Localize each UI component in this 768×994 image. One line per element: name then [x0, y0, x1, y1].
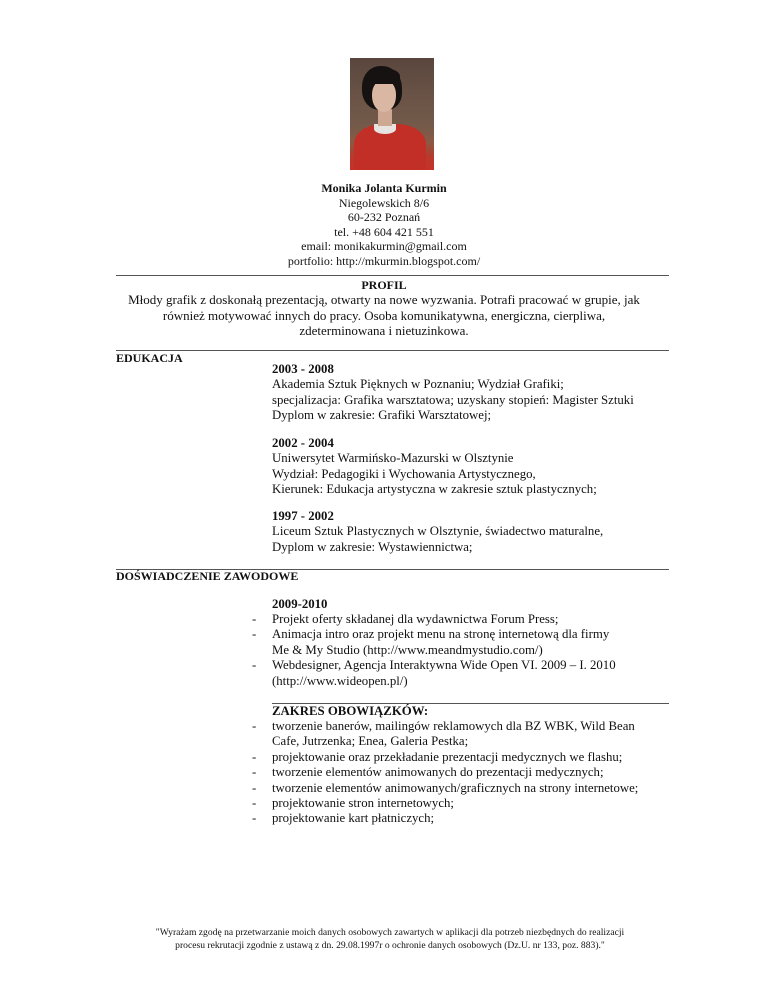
- bullet-dash: -: [252, 719, 257, 733]
- list-item-text: projektowanie oraz przekładanie prezentacji medycznych we flashu;: [272, 749, 623, 764]
- person-name: Monika Jolanta Kurmin: [321, 181, 447, 195]
- education-line: Dyplom w zakresie: Wystawiennictwa;: [272, 539, 473, 554]
- bullet-dash: -: [252, 765, 257, 780]
- education-line: Kierunek: Edukacja artystyczna w zakresie sztuk plastycznych;: [272, 482, 597, 497]
- list-item: [252, 781, 682, 796]
- divider: [116, 275, 669, 276]
- experience-list: [252, 612, 682, 689]
- profile-title: PROFIL: [361, 278, 407, 292]
- list-item: [252, 658, 682, 689]
- education-entry: [272, 509, 672, 555]
- list-item: [252, 796, 682, 811]
- duties-list: [252, 719, 682, 827]
- education-line: Wydział: Pedagogiki i Wychowania Artystycznego,: [272, 466, 536, 481]
- experience-years-label: 2009-2010: [272, 597, 328, 611]
- list-item: [252, 765, 682, 780]
- list-item-text: tworzenie banerów, mailingów reklamowych dla BZ WBK, Wild Bean: [272, 719, 635, 733]
- list-item: [252, 750, 682, 765]
- list-item-text: tworzenie elementów animowanych/graficznych na strony internetowe;: [272, 780, 639, 795]
- address-street: Niegolewskich 8/6: [338, 195, 430, 210]
- list-item-text: projektowanie kart płatniczych;: [272, 811, 435, 826]
- education-years: 2003 - 2008: [272, 362, 334, 376]
- education-entry: [272, 362, 672, 424]
- divider: [116, 350, 669, 351]
- list-item: [252, 627, 682, 658]
- education-line: Liceum Sztuk Plastycznych w Olsztynie, świadectwo maturalne,: [272, 524, 604, 539]
- consent-line: "Wyrażam zgodę na przetwarzanie moich danych osobowych zawartych w aplikacji dla potrzeb niezbędnych do realizacji: [155, 927, 625, 938]
- contact-block: [100, 181, 668, 269]
- list-item-text: (http://www.wideopen.pl/): [272, 673, 408, 688]
- list-item-text: Me & My Studio (http://www.meandmystudio.com/): [272, 642, 543, 657]
- list-item-text: tworzenie elementów animowanych do prezentacji medycznych;: [272, 765, 604, 780]
- list-item-text: projektowanie stron internetowych;: [272, 796, 454, 811]
- education-line: specjalizacja: Grafika warsztatowa; uzyskany stopień: Magister Sztuki: [272, 392, 634, 407]
- list-item-text: Animacja intro oraz projekt menu na stronę internetową dla firmy: [272, 627, 610, 642]
- portfolio-link[interactable]: portfolio: http://mkurmin.blogspot.com/: [287, 253, 481, 268]
- education-line: Akademia Sztuk Pięknych w Poznaniu; Wydział Grafiki;: [272, 377, 564, 392]
- list-item-text: Cafe, Jutrzenka; Enea, Galeria Pestka;: [272, 734, 469, 749]
- profile-line: zdeterminowana i nietuzinkowa.: [299, 323, 469, 338]
- list-item-text: Projekt oferty składanej dla wydawnictwa Forum Press;: [272, 612, 559, 626]
- education-line: Uniwersytet Warmińsko-Mazurski w Olsztynie: [272, 451, 514, 466]
- list-item-text: Webdesigner, Agencja Interaktywna Wide Open VI. 2009 – I. 2010: [272, 658, 616, 673]
- education-years: 2002 - 2004: [272, 436, 334, 450]
- bullet-dash: -: [252, 811, 257, 826]
- profile-text: [100, 292, 668, 339]
- list-item: [252, 612, 682, 627]
- experience-years: [272, 597, 672, 612]
- education-years: 1997 - 2002: [272, 509, 334, 523]
- education-entry: [272, 436, 672, 498]
- duties-title: ZAKRES OBOWIĄZKÓW:: [272, 704, 429, 718]
- phone: tel. +48 604 421 551: [334, 224, 434, 239]
- bullet-dash: -: [252, 627, 257, 642]
- education-line: Dyplom w zakresie: Grafiki Warsztatowej;: [272, 408, 492, 423]
- profile-photo: [350, 58, 434, 170]
- list-item: [252, 719, 682, 750]
- bullet-dash: -: [252, 780, 257, 795]
- bullet-dash: -: [252, 749, 257, 764]
- list-item: [252, 811, 682, 826]
- duties-title-wrap: [272, 704, 672, 719]
- consent-footer: [100, 927, 680, 952]
- experience-title: DOŚWIADCZENIE ZAWODOWE: [116, 569, 299, 583]
- address-city: 60-232 Poznań: [347, 210, 421, 225]
- bullet-dash: -: [252, 796, 257, 811]
- bullet-dash: -: [252, 658, 257, 673]
- bullet-dash: -: [252, 612, 257, 626]
- education-title: EDUKACJA: [116, 351, 183, 365]
- email: email: monikakurmin@gmail.com: [301, 239, 467, 254]
- profile-line: również motywować innych do pracy. Osoba komunikatywna, energiczna, cierpliwa,: [162, 307, 606, 323]
- consent-line: procesu rekrutacji zgodnie z ustawą z dn. 29.08.1997r o ochronie danych osobowych (Dz.U. nr 133, poz. 883).": [175, 939, 605, 951]
- profile-line: Młody grafik z doskonałą prezentacją, otwarty na nowe wyzwania. Potrafi pracować w grupie, jak: [128, 292, 640, 307]
